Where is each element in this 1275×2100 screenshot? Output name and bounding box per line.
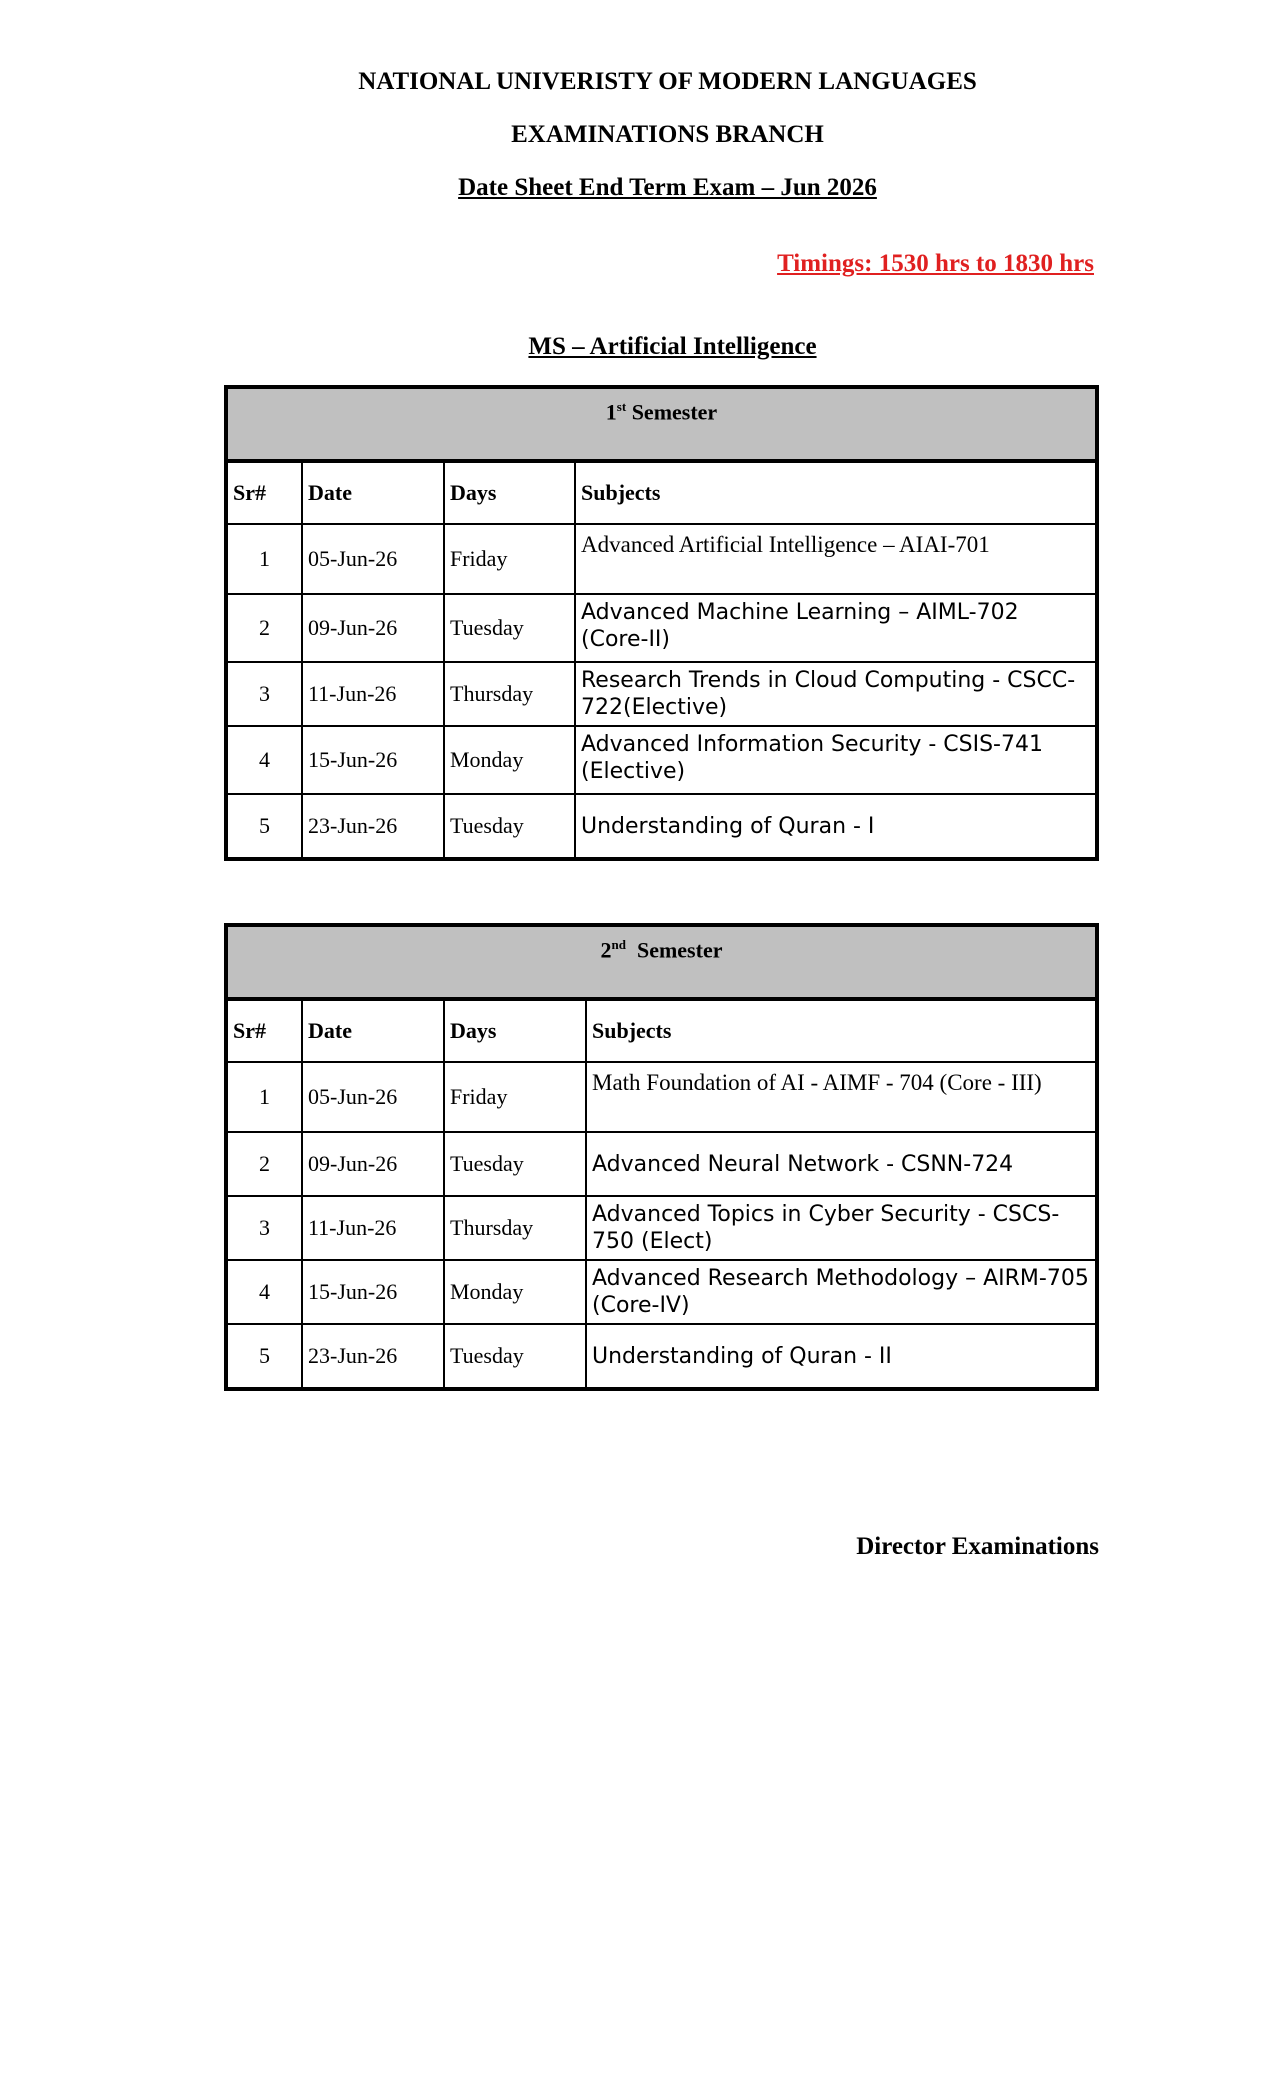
col-subjects-header: Subjects [586, 999, 1097, 1062]
exam-timings: Timings: 1530 hrs to 1830 hrs [777, 250, 1094, 277]
semester-2-ordinal: 2 [600, 937, 612, 963]
row-sr: 5 [226, 794, 302, 859]
row-sr: 5 [226, 1324, 302, 1389]
column-header-row [226, 999, 1097, 1062]
semester-1-header [226, 387, 1097, 461]
row-day: Friday [444, 524, 575, 594]
row-date: 11-Jun-26 [302, 1196, 444, 1260]
table-row [226, 794, 1097, 859]
semester-2-header [226, 925, 1097, 999]
row-date: 15-Jun-26 [302, 726, 444, 794]
table-row [226, 1196, 1097, 1260]
row-day: Tuesday [444, 1132, 586, 1196]
col-days-header: Days [444, 461, 575, 524]
table-row [226, 1132, 1097, 1196]
semester-2-label: Semester [636, 937, 723, 963]
semester-1-ordinal-suffix: st [616, 399, 627, 414]
row-day: Friday [444, 1062, 586, 1132]
col-days-header: Days [444, 999, 586, 1062]
row-day: Tuesday [444, 1324, 586, 1389]
row-sr: 2 [226, 1132, 302, 1196]
row-date: 09-Jun-26 [302, 594, 444, 662]
row-day: Monday [444, 726, 575, 794]
row-subject: Research Trends in Cloud Computing - CSCC-722(Elective) [575, 662, 1097, 726]
date-sheet-title: Date Sheet End Term Exam – Jun 2026 [458, 174, 877, 201]
row-subject: Advanced Research Methodology – AIRM-705 (Core-IV) [586, 1260, 1097, 1324]
row-subject: Math Foundation of AI - AIMF - 704 (Core - III) [586, 1062, 1097, 1132]
branch-name: EXAMINATIONS BRANCH [511, 121, 824, 148]
row-date: 09-Jun-26 [302, 1132, 444, 1196]
table-row [226, 594, 1097, 662]
row-date: 05-Jun-26 [302, 524, 444, 594]
row-date: 05-Jun-26 [302, 1062, 444, 1132]
col-subjects-header: Subjects [575, 461, 1097, 524]
column-header-row [226, 461, 1097, 524]
row-day: Tuesday [444, 794, 575, 859]
table-row [226, 662, 1097, 726]
table-row [226, 1324, 1097, 1389]
row-sr: 1 [226, 1062, 302, 1132]
table-row [226, 1062, 1097, 1132]
row-sr: 4 [226, 1260, 302, 1324]
row-subject: Advanced Topics in Cyber Security - CSCS-750 (Elect) [586, 1196, 1097, 1260]
row-subject: Understanding of Quran - II [586, 1324, 1097, 1389]
semester-2-ordinal-suffix: nd [611, 937, 626, 952]
row-date: 11-Jun-26 [302, 662, 444, 726]
col-sr-header: Sr# [226, 999, 302, 1062]
col-sr-header: Sr# [226, 461, 302, 524]
row-day: Thursday [444, 662, 575, 726]
row-sr: 1 [226, 524, 302, 594]
row-date: 15-Jun-26 [302, 1260, 444, 1324]
semester-1-label: Semester [631, 399, 718, 425]
program-title: MS – Artificial Intelligence [528, 333, 817, 360]
semester-2-table [224, 923, 1099, 1391]
row-sr: 3 [226, 1196, 302, 1260]
row-sr: 3 [226, 662, 302, 726]
table-row [226, 726, 1097, 794]
row-subject: Advanced Machine Learning – AIML-702 (Core-II) [575, 594, 1097, 662]
semester-1-table [224, 385, 1099, 861]
row-subject: Understanding of Quran - I [575, 794, 1097, 859]
col-date-header: Date [302, 999, 444, 1062]
row-sr: 4 [226, 726, 302, 794]
table-row [226, 524, 1097, 594]
row-day: Tuesday [444, 594, 575, 662]
semester-1-ordinal: 1 [605, 399, 617, 425]
row-day: Monday [444, 1260, 586, 1324]
signatory-title: Director Examinations [856, 1533, 1099, 1560]
row-day: Thursday [444, 1196, 586, 1260]
row-date: 23-Jun-26 [302, 794, 444, 859]
col-date-header: Date [302, 461, 444, 524]
row-subject: Advanced Neural Network - CSNN-724 [586, 1132, 1097, 1196]
row-sr: 2 [226, 594, 302, 662]
row-date: 23-Jun-26 [302, 1324, 444, 1389]
row-subject: Advanced Information Security - CSIS-741 (Elective) [575, 726, 1097, 794]
table-row [226, 1260, 1097, 1324]
row-subject: Advanced Artificial Intelligence – AIAI-701 [575, 524, 1097, 594]
university-name: NATIONAL UNIVERISTY OF MODERN LANGUAGES [358, 68, 977, 95]
